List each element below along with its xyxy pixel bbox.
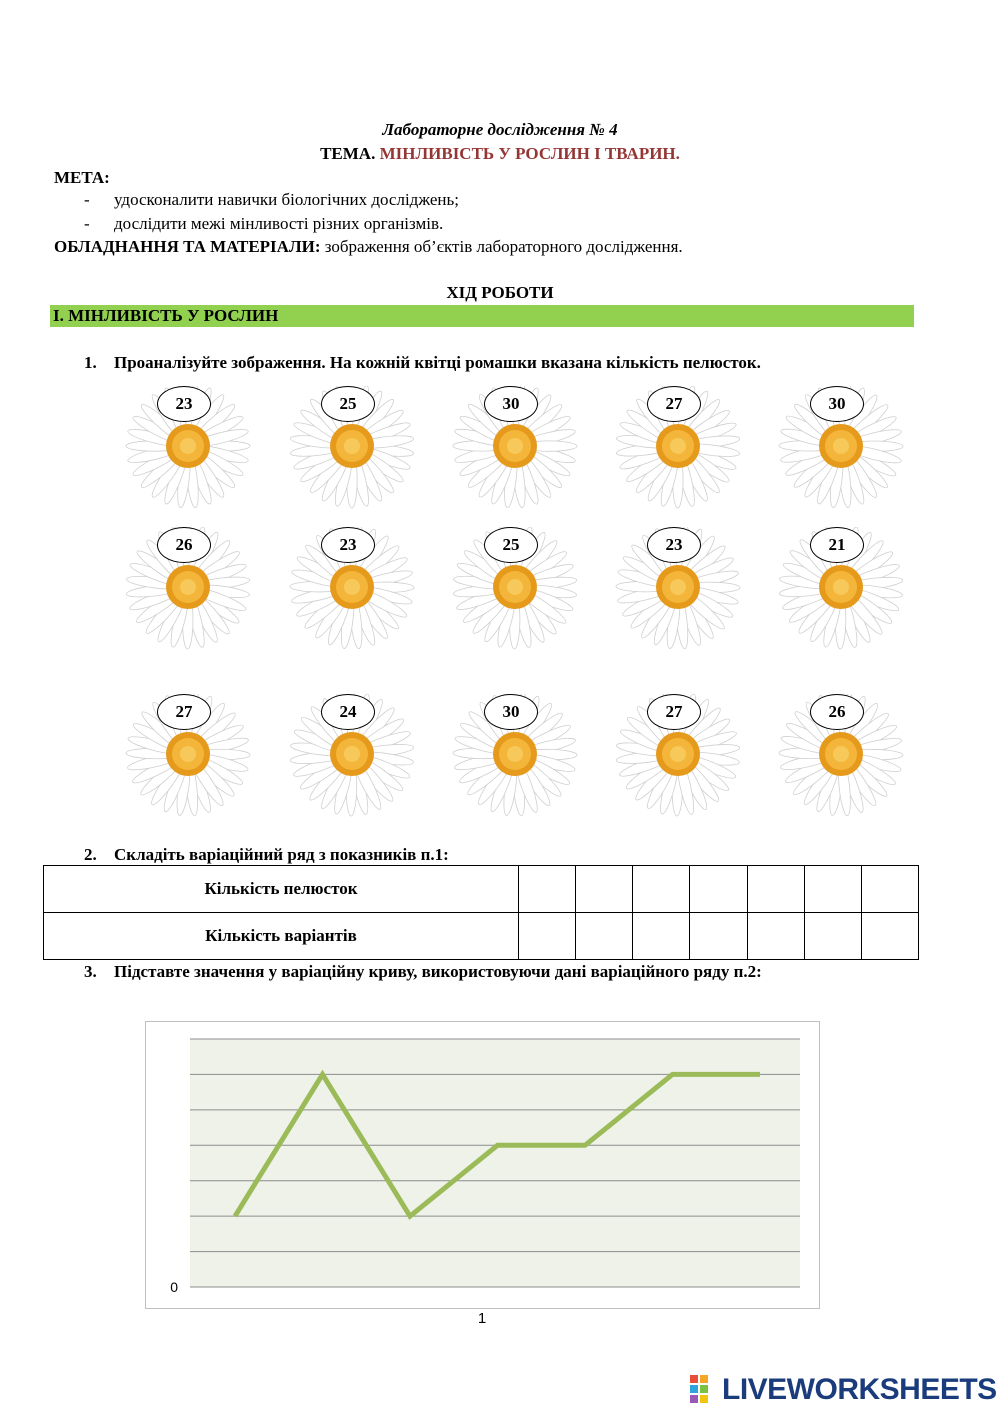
task-number: 2. <box>84 845 97 864</box>
daisy-flower <box>284 694 434 834</box>
petal-count-badge: 25 <box>484 527 538 563</box>
task-3 <box>84 962 762 982</box>
variant-count-label: Кількість варіантів <box>44 913 519 960</box>
petal-count-badge: 30 <box>484 694 538 730</box>
y-tick-label: 0 <box>170 1279 178 1295</box>
logo-text: LIVEWORKSHEETS <box>722 1373 997 1406</box>
goal-item-text: дослідити межі мінливості різних організмів. <box>114 214 444 233</box>
goal-item <box>84 214 443 234</box>
goal-label: МЕТА: <box>54 168 110 187</box>
daisy-flower <box>773 386 923 526</box>
petal-count-badge: 27 <box>647 694 701 730</box>
table-cell[interactable] <box>690 866 747 913</box>
variation-table <box>43 865 919 960</box>
table-row <box>44 913 919 960</box>
equipment-label: ОБЛАДНАННЯ ТА МАТЕРІАЛИ: <box>54 237 321 256</box>
task-text: Складіть варіаційний ряд з показників п.1: <box>114 845 449 864</box>
table-cell[interactable] <box>576 866 633 913</box>
section-bar <box>50 305 914 327</box>
petal-count-badge: 23 <box>157 386 211 422</box>
equipment-line <box>54 237 683 257</box>
daisy-flower <box>447 694 597 834</box>
task-number: 1. <box>84 353 97 372</box>
section-title: І. МІНЛИВІСТЬ У РОСЛИН <box>53 306 279 325</box>
daisy-flower <box>284 386 434 526</box>
daisy-flower <box>447 527 597 667</box>
liveworksheets-logo <box>690 1373 997 1407</box>
logo-icon <box>690 1375 718 1405</box>
daisy-flower <box>773 527 923 667</box>
task-2 <box>84 845 449 865</box>
equipment-text: зображення об’єктів лабораторного дослідження. <box>320 237 683 256</box>
task-1 <box>84 353 761 373</box>
daisy-flower <box>284 527 434 667</box>
topic-label: ТЕМА. <box>320 144 376 163</box>
topic-text: МІНЛИВІСТЬ У РОСЛИН І ТВАРИН. <box>379 144 680 163</box>
topic-line <box>0 144 1000 164</box>
table-cell[interactable] <box>633 913 690 960</box>
daisy-flower <box>610 527 760 667</box>
petal-count-label: Кількість пелюсток <box>44 866 519 913</box>
petal-count-badge: 30 <box>810 386 864 422</box>
table-cell[interactable] <box>804 866 861 913</box>
table-cell[interactable] <box>861 913 918 960</box>
chart-svg <box>146 1022 819 1308</box>
table-cell[interactable] <box>747 913 804 960</box>
table-cell[interactable] <box>519 866 576 913</box>
petal-count-badge: 26 <box>157 527 211 563</box>
petal-count-badge: 27 <box>157 694 211 730</box>
table-cell[interactable] <box>861 866 918 913</box>
variation-curve-chart <box>145 1021 820 1309</box>
table-row <box>44 866 919 913</box>
progress-title: ХІД РОБОТИ <box>446 283 554 302</box>
x-tick-label: 1 <box>477 1310 487 1327</box>
table-cell[interactable] <box>633 866 690 913</box>
petal-count-badge: 23 <box>647 527 701 563</box>
petal-count-badge: 25 <box>321 386 375 422</box>
goal-item-text: удосконалити навички біологічних досліджень; <box>114 190 459 209</box>
table-cell[interactable] <box>747 866 804 913</box>
table-cell[interactable] <box>690 913 747 960</box>
lab-title: Лабораторне дослідження № 4 <box>382 120 618 139</box>
daisy-flower <box>120 694 270 834</box>
petal-count-badge: 26 <box>810 694 864 730</box>
petal-count-badge: 23 <box>321 527 375 563</box>
daisy-flower <box>120 386 270 526</box>
daisy-flower <box>773 694 923 834</box>
bullet-dash: - <box>84 214 90 233</box>
goal-item <box>84 190 459 210</box>
task-number: 3. <box>84 962 97 981</box>
petal-count-badge: 30 <box>484 386 538 422</box>
task-text: Підставте значення у варіаційну криву, використовуючи дані варіаційного ряду п.2: <box>114 962 762 981</box>
table-cell[interactable] <box>576 913 633 960</box>
table-cell[interactable] <box>804 913 861 960</box>
petal-count-badge: 24 <box>321 694 375 730</box>
daisy-flower <box>120 527 270 667</box>
daisy-flower <box>447 386 597 526</box>
bullet-dash: - <box>84 190 90 209</box>
daisy-flower <box>610 694 760 834</box>
daisy-flower <box>610 386 760 526</box>
table-cell[interactable] <box>519 913 576 960</box>
petal-count-badge: 27 <box>647 386 701 422</box>
petal-count-badge: 21 <box>810 527 864 563</box>
task-text: Проаналізуйте зображення. На кожній квітці ромашки вказана кількість пелюсток. <box>114 353 761 372</box>
